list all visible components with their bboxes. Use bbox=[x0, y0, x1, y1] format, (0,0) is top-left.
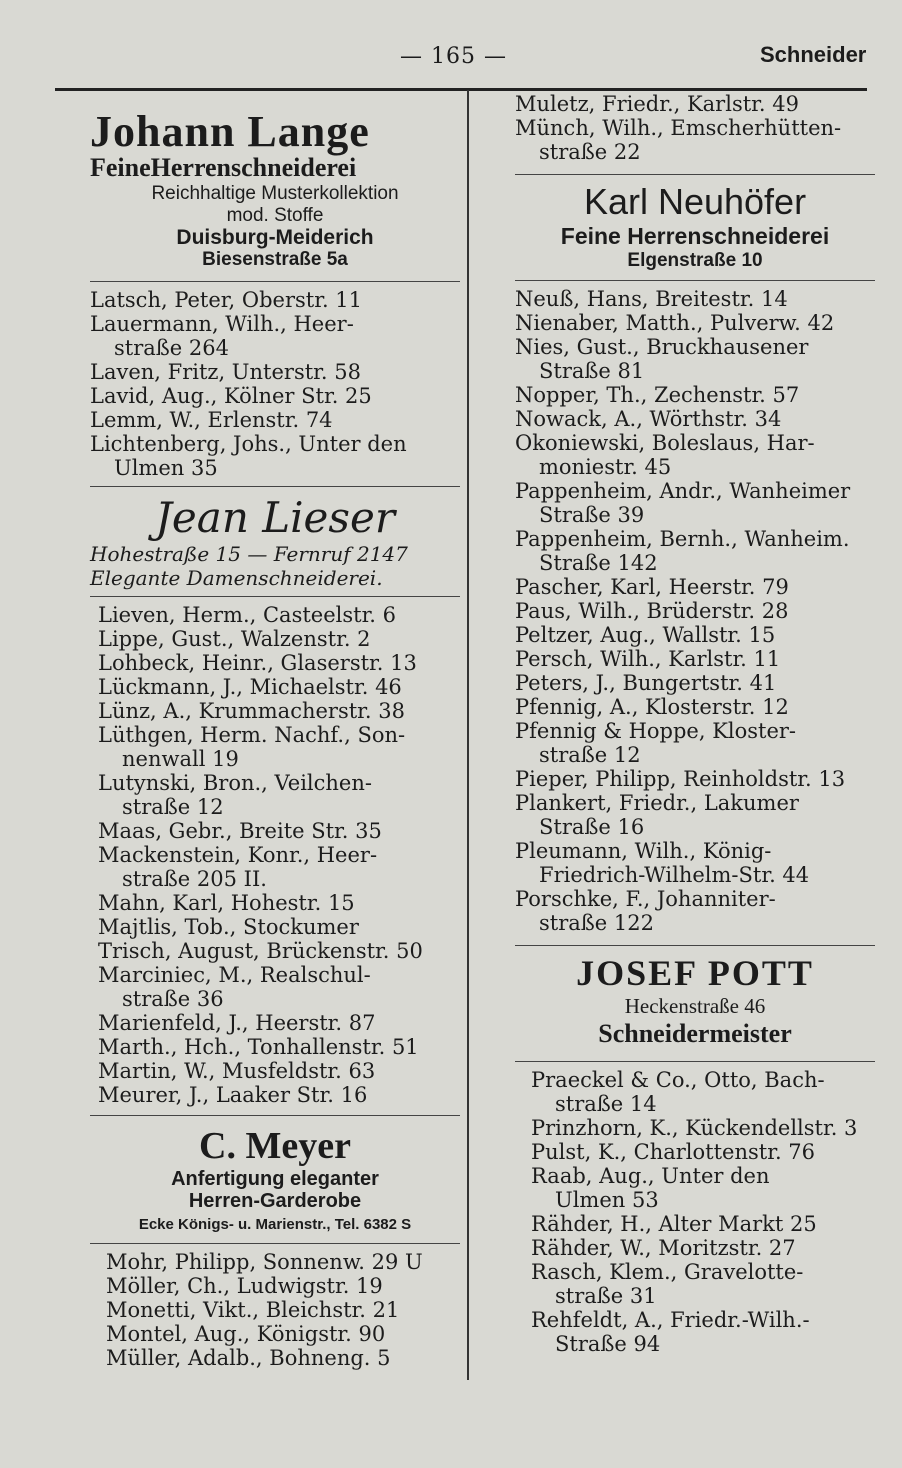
entry-line: Lünz, A., Krummacherstr. 38 bbox=[98, 699, 405, 723]
list-item bbox=[98, 1083, 460, 1107]
entry-line: Rähder, W., Moritzstr. 27 bbox=[531, 1236, 796, 1260]
entry-line: Nies, Gust., Bruckhausener bbox=[515, 335, 809, 359]
divider bbox=[515, 1061, 875, 1062]
entry-line: Laven, Fritz, Unterstr. 58 bbox=[90, 360, 361, 384]
entry-continuation: Straße 39 bbox=[539, 503, 645, 527]
entry-list bbox=[515, 1068, 875, 1356]
entry-line: Porschke, F., Johanniter- bbox=[515, 887, 776, 911]
entry-line: Persch, Wilh., Karlstr. 11 bbox=[515, 647, 781, 671]
entry-continuation: straße 14 bbox=[555, 1092, 657, 1116]
ad-line: Reichhaltige Musterkollektion bbox=[151, 183, 399, 204]
entry-line: Muletz, Friedr., Karlstr. 49 bbox=[515, 92, 799, 116]
list-item bbox=[515, 695, 875, 719]
entry-line: Lüthgen, Herm. Nachf., Son- bbox=[98, 723, 406, 747]
entry-line: Nienaber, Matth., Pulverw. 42 bbox=[515, 311, 835, 335]
list-item bbox=[90, 408, 460, 432]
ad-title: JOSEF POTT bbox=[576, 953, 814, 993]
ad-line: Duisburg-Meiderich bbox=[176, 226, 374, 249]
entry-line: Pleumann, Wilh., König- bbox=[515, 839, 772, 863]
entry-line: Pieper, Philipp, Reinholdstr. 13 bbox=[515, 767, 846, 791]
list-item bbox=[515, 767, 875, 791]
list-item bbox=[98, 1035, 460, 1059]
entry-list bbox=[90, 603, 460, 1107]
divider bbox=[515, 945, 875, 946]
ad-c-meyer bbox=[90, 1124, 460, 1233]
list-item bbox=[98, 939, 460, 963]
ad-title: Johann Lange bbox=[90, 107, 370, 156]
entry-line: Marciniec, M., Realschul- bbox=[98, 963, 371, 987]
ad-josef-pott bbox=[515, 952, 875, 1049]
entry-line: Praeckel & Co., Otto, Bach- bbox=[531, 1068, 825, 1092]
entry-line: Marienfeld, J., Heerstr. 87 bbox=[98, 1011, 376, 1035]
list-item bbox=[515, 839, 875, 887]
ad-subtitle: FeineHerrenschneiderei bbox=[90, 153, 357, 182]
entry-line: Müller, Adalb., Bohneng. 5 bbox=[106, 1346, 391, 1370]
entry-line: Lemm, W., Erlenstr. 74 bbox=[90, 408, 333, 432]
entry-continuation: straße 264 bbox=[114, 336, 229, 360]
list-item bbox=[106, 1298, 460, 1322]
entry-line: Peltzer, Aug., Wallstr. 15 bbox=[515, 623, 776, 647]
entry-line: Okoniewski, Boleslaus, Har- bbox=[515, 431, 815, 455]
entry-line: Marth., Hch., Tonhallenstr. 51 bbox=[98, 1035, 419, 1059]
list-item bbox=[515, 383, 875, 407]
list-item bbox=[515, 623, 875, 647]
ad-line: Biesenstraße 5a bbox=[202, 249, 348, 270]
entry-line: Münch, Wilh., Emscherhütten- bbox=[515, 116, 842, 140]
entry-line: Lutynski, Bron., Veilchen- bbox=[98, 771, 372, 795]
entry-line: Nopper, Th., Zechenstr. 57 bbox=[515, 383, 800, 407]
entry-line: Rähder, H., Alter Markt 25 bbox=[531, 1212, 817, 1236]
entry-line: Monetti, Vikt., Bleichstr. 21 bbox=[106, 1298, 400, 1322]
entry-line: Möller, Ch., Ludwigstr. 19 bbox=[106, 1274, 383, 1298]
list-item bbox=[531, 1260, 875, 1308]
list-item bbox=[531, 1140, 875, 1164]
list-item bbox=[98, 723, 460, 771]
list-item bbox=[98, 771, 460, 819]
list-item bbox=[90, 384, 460, 408]
entry-line: Rasch, Klem., Gravelotte- bbox=[531, 1260, 804, 1284]
ad-line: Hohestraße 15 — Fernruf 2147 bbox=[90, 542, 408, 566]
list-item bbox=[98, 651, 460, 675]
divider bbox=[515, 174, 875, 175]
entry-continuation: straße 36 bbox=[122, 987, 224, 1011]
entry-line: Nowack, A., Wörthstr. 34 bbox=[515, 407, 782, 431]
entry-line: Paus, Wilh., Brüderstr. 28 bbox=[515, 599, 789, 623]
ad-line: Elegante Damenschneiderei. bbox=[90, 566, 383, 590]
list-item bbox=[515, 287, 875, 311]
ad-line: Herren-Garderobe bbox=[188, 1190, 362, 1212]
list-item bbox=[531, 1164, 875, 1212]
entry-continuation: straße 12 bbox=[122, 795, 224, 819]
entry-line: Pfennig & Hoppe, Kloster- bbox=[515, 719, 797, 743]
entry-continuation: Straße 142 bbox=[539, 551, 658, 575]
list-item bbox=[98, 627, 460, 651]
entry-continuation: straße 22 bbox=[539, 140, 641, 164]
entry-line: Meurer, J., Laaker Str. 16 bbox=[98, 1083, 368, 1107]
page-number: — 165 — bbox=[400, 44, 507, 69]
entry-continuation: straße 122 bbox=[539, 911, 654, 935]
list-item bbox=[531, 1116, 875, 1140]
ad-line: Elgenstraße 10 bbox=[627, 250, 763, 271]
ad-line: Anfertigung eleganter bbox=[171, 1168, 379, 1190]
entry-continuation: Friedrich-Wilhelm-Str. 44 bbox=[539, 863, 810, 887]
ad-johann-lange bbox=[90, 106, 460, 271]
entry-line: Neuß, Hans, Breitestr. 14 bbox=[515, 287, 788, 311]
ad-line: mod. Stoffe bbox=[226, 205, 324, 226]
ad-line: Feine Herrenschneiderei bbox=[560, 223, 830, 249]
list-item bbox=[515, 92, 875, 116]
entry-line: Latsch, Peter, Oberstr. 11 bbox=[90, 288, 363, 312]
entry-continuation: Ulmen 35 bbox=[114, 456, 218, 480]
right-column bbox=[515, 92, 875, 1356]
list-item bbox=[515, 647, 875, 671]
list-item bbox=[90, 288, 460, 312]
entry-continuation: straße 31 bbox=[555, 1284, 657, 1308]
entry-continuation: Straße 16 bbox=[539, 815, 645, 839]
entry-line: Pfennig, A., Klosterstr. 12 bbox=[515, 695, 789, 719]
list-item bbox=[98, 603, 460, 627]
entry-line: Pulst, K., Charlottenstr. 76 bbox=[531, 1140, 816, 1164]
list-item bbox=[98, 675, 460, 699]
ad-line: Heckenstraße 46 bbox=[624, 994, 766, 1018]
ad-title: C. Meyer bbox=[199, 1125, 351, 1167]
list-item bbox=[515, 887, 875, 935]
list-item bbox=[515, 407, 875, 431]
entry-line: Pascher, Karl, Heerstr. 79 bbox=[515, 575, 789, 599]
list-item bbox=[531, 1236, 875, 1260]
entry-line: Lavid, Aug., Kölner Str. 25 bbox=[90, 384, 372, 408]
entry-line: Martin, W., Musfeldstr. 63 bbox=[98, 1059, 376, 1083]
divider bbox=[90, 596, 460, 597]
ad-karl-neuhoefer bbox=[515, 181, 875, 272]
list-item bbox=[90, 360, 460, 384]
entry-line: Maas, Gebr., Breite Str. 35 bbox=[98, 819, 382, 843]
ad-line: Ecke Königs- u. Marienstr., Tel. 6382 S bbox=[138, 1216, 412, 1233]
ad-title: Jean Lieser bbox=[155, 493, 395, 542]
entry-continuation: Straße 81 bbox=[539, 359, 645, 383]
list-item bbox=[531, 1308, 875, 1356]
divider bbox=[90, 1115, 460, 1116]
entry-line: Mohr, Philipp, Sonnenw. 29 U bbox=[106, 1250, 423, 1274]
list-item bbox=[515, 719, 875, 767]
entry-line: Pappenheim, Andr., Wanheimer bbox=[515, 479, 851, 503]
entry-continuation: nenwall 19 bbox=[122, 747, 239, 771]
list-item bbox=[98, 891, 460, 915]
list-item bbox=[106, 1250, 460, 1274]
divider bbox=[90, 1243, 460, 1244]
list-item bbox=[98, 1011, 460, 1035]
entry-continuation: straße 12 bbox=[539, 743, 641, 767]
entry-continuation: straße 205 II. bbox=[122, 867, 267, 891]
entry-line: Mahn, Karl, Hohestr. 15 bbox=[98, 891, 355, 915]
ad-line: Schneidermeister bbox=[598, 1019, 792, 1048]
entry-list bbox=[90, 288, 460, 480]
entry-line: Trisch, August, Brückenstr. 50 bbox=[98, 939, 423, 963]
entry-list bbox=[90, 1250, 460, 1370]
list-item bbox=[531, 1068, 875, 1116]
entry-line: Lauermann, Wilh., Heer- bbox=[90, 312, 354, 336]
list-item bbox=[90, 432, 460, 480]
left-column bbox=[90, 100, 460, 1370]
entry-list bbox=[515, 287, 875, 935]
entry-line: Lieven, Herm., Casteelstr. 6 bbox=[98, 603, 397, 627]
entry-line: Prinzhorn, K., Kückendellstr. 3 bbox=[531, 1116, 858, 1140]
list-item bbox=[515, 479, 875, 527]
list-item bbox=[515, 311, 875, 335]
list-item bbox=[98, 915, 460, 939]
list-item bbox=[98, 699, 460, 723]
entry-line: Raab, Aug., Unter den bbox=[531, 1164, 770, 1188]
list-item bbox=[515, 575, 875, 599]
entry-line: Lückmann, J., Michaelstr. 46 bbox=[98, 675, 402, 699]
list-item bbox=[515, 527, 875, 575]
divider bbox=[90, 281, 460, 282]
entry-line: Lohbeck, Heinr., Glaserstr. 13 bbox=[98, 651, 417, 675]
list-item bbox=[98, 963, 460, 1011]
list-item bbox=[515, 599, 875, 623]
entry-line: Plankert, Friedr., Lakumer bbox=[515, 791, 799, 815]
entry-line: Lippe, Gust., Walzenstr. 2 bbox=[98, 627, 371, 651]
entry-continuation: Ulmen 53 bbox=[555, 1188, 659, 1212]
list-item bbox=[515, 671, 875, 695]
list-item bbox=[531, 1212, 875, 1236]
list-item bbox=[515, 791, 875, 839]
list-item bbox=[98, 843, 460, 891]
list-item bbox=[106, 1346, 460, 1370]
entry-line: Rehfeldt, A., Friedr.-Wilh.- bbox=[531, 1308, 810, 1332]
list-item bbox=[515, 335, 875, 383]
list-item bbox=[106, 1274, 460, 1298]
entry-continuation: Straße 94 bbox=[555, 1332, 661, 1356]
entry-line: Lichtenberg, Johs., Unter den bbox=[90, 432, 407, 456]
entry-line: Majtlis, Tob., Stockumer bbox=[98, 915, 359, 939]
list-item bbox=[90, 312, 460, 360]
list-item bbox=[515, 116, 875, 164]
list-item bbox=[515, 431, 875, 479]
entry-line: Montel, Aug., Königstr. 90 bbox=[106, 1322, 386, 1346]
entry-line: Pappenheim, Bernh., Wanheim. bbox=[515, 527, 850, 551]
divider bbox=[90, 486, 460, 487]
entry-line: Mackenstein, Konr., Heer- bbox=[98, 843, 378, 867]
top-rule bbox=[55, 88, 867, 91]
section-title: Schneider bbox=[760, 42, 867, 67]
list-item bbox=[106, 1322, 460, 1346]
entry-list bbox=[515, 92, 875, 164]
entry-line: Peters, J., Bungertstr. 41 bbox=[515, 671, 777, 695]
list-item bbox=[98, 819, 460, 843]
column-divider bbox=[467, 90, 469, 1380]
entry-continuation: moniestr. 45 bbox=[539, 455, 672, 479]
ad-jean-lieser bbox=[90, 493, 460, 590]
divider bbox=[515, 280, 875, 281]
list-item bbox=[98, 1059, 460, 1083]
ad-title: Karl Neuhöfer bbox=[583, 181, 807, 222]
